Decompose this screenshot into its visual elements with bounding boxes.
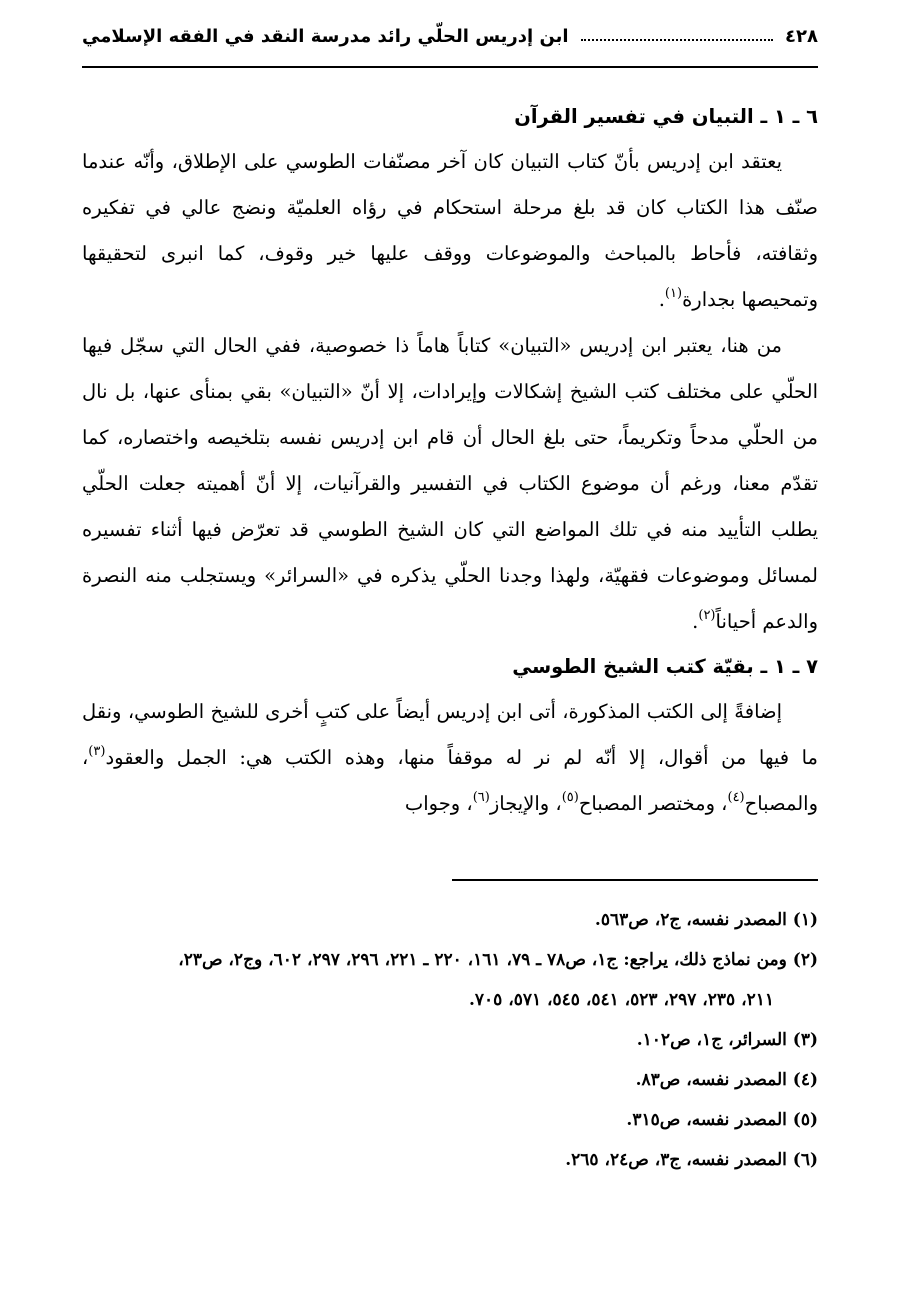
- section-heading-other-books: ٧ ـ ١ ـ بقيّة كتب الشيخ الطوسي: [512, 655, 818, 678]
- footnotes: [82, 900, 818, 1180]
- paragraph-text: ، ومختصر المصباح: [578, 792, 728, 815]
- paragraph-text: ، والمصباح: [82, 746, 818, 815]
- section-heading-tibyan: ٦ ـ ١ ـ التبيان في تفسير القرآن: [514, 105, 818, 128]
- paragraph-text: إضافةً إلى الكتب المذكورة، أتى ابن إدريس أيضاً على كتبٍ أخرى للشيخ الطوسي، ونقل ما فيها من أقوال، إلا أنّه لم نر له موقفاً منها، وهذه الكتب هي: الجمل والعقود: [82, 700, 818, 769]
- running-title: ابن إدريس الحلّي رائد مدرسة النقد في الفقه الإسلامي: [82, 26, 569, 47]
- paragraph-text: من هنا، يعتبر ابن إدريس «التبيان» كتاباً هاماً ذا خصوصية، ففي الحال التي سجّل فيها الحلّي على مختلف كتب الشيخ إشكالات وإيرادات، إلا أنّ «التبيان» بقي بمنأى عنها، بل نال من الحلّي مدحاً وتكريماً، حتى بلغ الحال أن قام ابن إدريس نفسه بتلخيصه واختصاره، كما تقدّم معنا، ورغم أن موضوع الكتاب في التفسير والقرآنيات، إلا أنّ أهميته جعلت الحلّي يطلب التأييد منه في تلك المواضع التي كان الشيخ الطوسي قد تعرّض فيها أثناء تفسيره لمسائل وموضوعات فقهيّة، ولهذا وجدنا الحلّي يذكره في «السرائر» ويستجلب منه النصرة والدعم أحياناً: [82, 334, 818, 633]
- footnote-ref-4: (٤): [727, 790, 745, 805]
- footnote-ref-1: (١): [664, 286, 683, 301]
- paragraph-tibyan-2: من هنا، يعتبر ابن إدريس «التبيان» كتاباً هاماً ذا خصوصية، ففي الحال التي سجّل فيها الحلّي على مختلف كتب الشيخ إشكالات وإيرادات، إلا أنّ «التبيان» بقي بمنأى عنها، بل نال من الحلّي مدحاً وتكريماً، حتى بلغ الحال أن قام ابن إدريس نفسه بتلخيصه واختصاره، كما تقدّم معنا، ورغم أن موضوع الكتاب في التفسير والقرآنيات، إلا أنّ أهميته جعلت الحلّي يطلب التأييد منه في تلك المواضع التي كان الشيخ الطوسي قد تعرّض فيها أثناء تفسيره لمسائل وموضوعات فقهيّة، ولهذا وجدنا الحلّي يذكره في «السرائر» ويستجلب منه النصرة والدعم أحياناً$^{(٢)}$.: [82, 334, 818, 633]
- paragraph-text: يعتقد ابن إدريس بأنّ كتاب التبيان كان آخر مصنّفات الطوسي على الإطلاق، وأنّه عندما صنّف هذا الكتاب كان قد بلغ مرحلة استحكام في رؤاه العلميّة ونضج عالي في تفكيره وثقافته، فأحاط بالمباحث والموضوعات ووقف عليها خير وقوف، كما انبرى لتحقيقها وتمحيصها بجدارة: [82, 150, 818, 311]
- footnote-3: (٣) السرائر، ج١، ص١٠٢.: [636, 1030, 818, 1050]
- footnote-5: (٥) المصدر نفسه، ص٣١٥.: [626, 1110, 818, 1130]
- footnote-1: (١) المصدر نفسه، ج٢، ص٥٦٣.: [594, 910, 818, 930]
- footnote-ref-6: (٦): [472, 790, 490, 805]
- paragraph-tibyan-1: يعتقد ابن إدريس بأنّ كتاب التبيان كان آخر مصنّفات الطوسي على الإطلاق، وأنّه عندما صنّف هذا الكتاب كان قد بلغ مرحلة استحكام في رؤاه العلميّة ونضج عالي في تفكيره وثقافته، فأحاط بالمباحث والموضوعات ووقف عليها خير وقوف، كما انبرى لتحقيقها وتمحيصها بجدارة$^{(١)}$.: [82, 150, 818, 311]
- footnote-ref-5: (٥): [561, 790, 579, 805]
- paragraph-text: ، والإيجاز: [489, 792, 562, 815]
- paragraph-text: ، وجواب: [404, 792, 473, 815]
- footnote-2: (٢) ومن نماذج ذلك، يراجع: ج١، ص٧٨ ـ ٧٩، ١٦١، ٢٢٠ ـ ٢٢١، ٢٩٦، ٢٩٧، ٦٠٢، وج٢، ص٢٣،: [178, 950, 818, 970]
- footnote-ref-3: (٣): [88, 744, 106, 759]
- footnote-6: (٦) المصدر نفسه، ج٣، ص٢٤، ٢٦٥.: [565, 1150, 818, 1170]
- header-dot-leader: [581, 39, 773, 41]
- paragraph-other-books: [82, 689, 818, 827]
- footnote-2-continued: ٢١١، ٢٣٥، ٢٩٧، ٥٢٣، ٥٤١، ٥٤٥، ٥٧١، ٧٠٥.: [468, 990, 774, 1010]
- running-header: [82, 26, 818, 47]
- main-text: [82, 95, 818, 827]
- footnote-separator: [452, 879, 818, 881]
- footnote-4: (٤) المصدر نفسه، ص٨٣.: [635, 1070, 818, 1090]
- page-number: ٤٢٨: [785, 26, 818, 47]
- header-rule: [82, 66, 818, 68]
- footnote-ref-2: (٢): [698, 608, 716, 623]
